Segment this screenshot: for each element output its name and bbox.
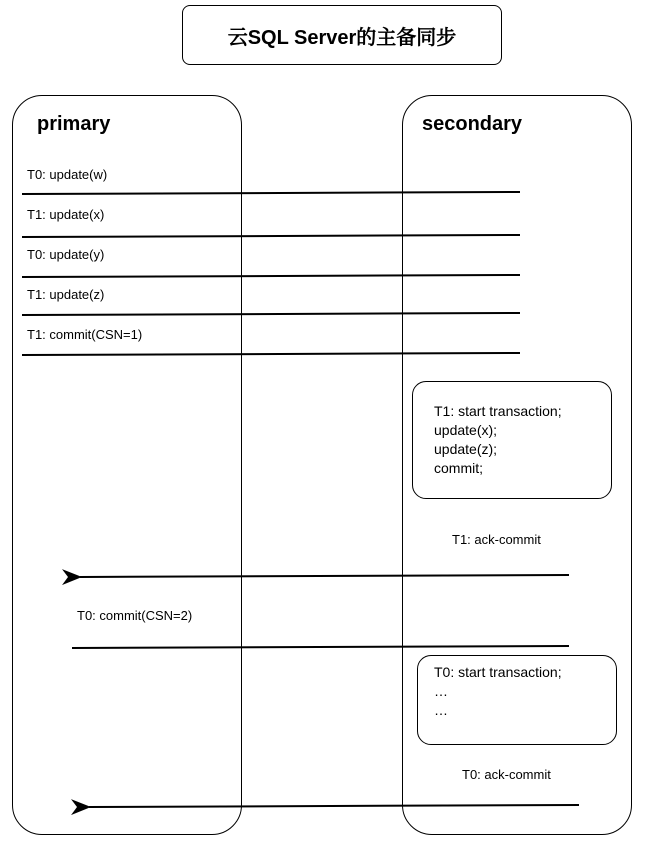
message-label: T1: update(x) <box>27 207 105 222</box>
secondary-lane-label: secondary <box>422 113 523 135</box>
message-line <box>22 275 520 277</box>
message-line <box>22 192 520 194</box>
note-line: update(z); <box>434 441 498 457</box>
message-label: T0: commit(CSN=2) <box>77 608 193 623</box>
note-line: update(x); <box>434 422 498 438</box>
note-line: … <box>434 702 448 718</box>
note-line: T0: start transaction; <box>434 664 562 680</box>
message-label: T0: update(y) <box>27 247 105 262</box>
message-line <box>22 313 520 315</box>
message-label: T0: update(w) <box>27 167 108 182</box>
ack-label: T0: ack-commit <box>462 767 551 782</box>
ack-label: T1: ack-commit <box>452 532 541 547</box>
note-line: … <box>434 683 448 699</box>
message-label: T1: update(z) <box>27 287 105 302</box>
primary-lane-label: primary <box>37 113 111 135</box>
note-line: T1: start transaction; <box>434 403 562 419</box>
note-line: commit; <box>434 460 483 476</box>
message-line <box>22 235 520 237</box>
message-label: T1: commit(CSN=1) <box>27 327 143 342</box>
ack-arrow <box>89 805 579 807</box>
diagram-title: 云SQL Server的主备同步 <box>182 5 502 65</box>
ack-arrow <box>80 575 569 577</box>
message-line <box>22 353 520 355</box>
message-line <box>72 646 569 648</box>
